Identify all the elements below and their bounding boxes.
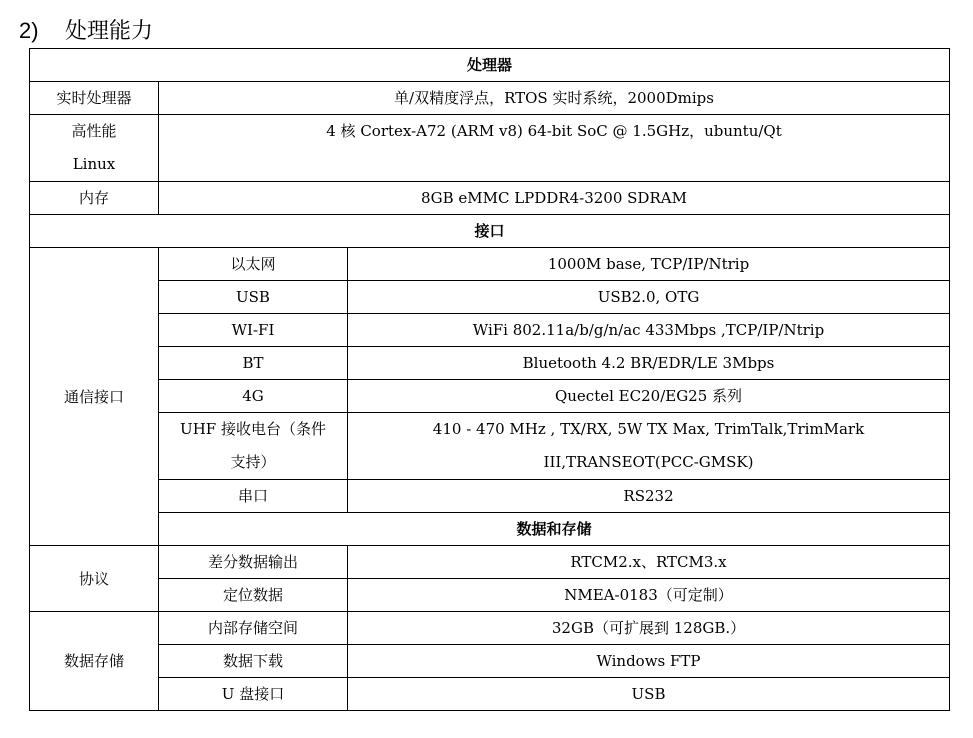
- row-label: 定位数据: [159, 579, 348, 612]
- table-row: [30, 248, 950, 281]
- row-label: BT: [159, 347, 348, 380]
- group-label: 协议: [30, 546, 159, 612]
- row-value-line: 410 - 470 MHz , TX/RX, 5W TX Max, TrimTalk,TrimMark: [432, 420, 865, 438]
- table-row: [30, 645, 950, 678]
- row-label: 内存: [30, 182, 159, 215]
- row-label-line: 支持）: [230, 453, 276, 471]
- table-row: [30, 347, 950, 380]
- table-row: [30, 281, 950, 314]
- row-label-line: 高性能: [71, 122, 117, 140]
- table-row: [30, 413, 950, 480]
- table-row: [30, 82, 950, 115]
- section-header-processor: 处理器: [30, 49, 950, 82]
- row-label-line: UHF 接收电台（条件: [180, 420, 326, 438]
- table-row: [30, 612, 950, 645]
- row-value: NMEA-0183（可定制）: [348, 579, 950, 612]
- table-row: [30, 380, 950, 413]
- row-label: 数据下载: [159, 645, 348, 678]
- row-label: 串口: [159, 480, 348, 513]
- group-label: 数据存储: [30, 612, 159, 711]
- row-value: [348, 413, 950, 480]
- section-title: 处理能力: [65, 18, 154, 43]
- row-label: WI-FI: [159, 314, 348, 347]
- table-row: [30, 215, 950, 248]
- row-label: 差分数据输出: [159, 546, 348, 579]
- row-value: 单/双精度浮点，RTOS 实时系统，2000Dmips: [159, 82, 950, 115]
- row-label: 实时处理器: [30, 82, 159, 115]
- row-label: [30, 115, 159, 182]
- row-value: 1000M base, TCP/IP/Ntrip: [348, 248, 950, 281]
- section-number: 2): [19, 18, 39, 43]
- table-row: [30, 480, 950, 513]
- row-value: 32GB（可扩展到 128GB.）: [348, 612, 950, 645]
- row-value: RS232: [348, 480, 950, 513]
- table-row: [30, 513, 950, 546]
- group-label: 通信接口: [30, 248, 159, 546]
- section-header-interface: 接口: [30, 215, 950, 248]
- row-value: Quectel EC20/EG25 系列: [348, 380, 950, 413]
- row-value: Windows FTP: [348, 645, 950, 678]
- row-label-line: Linux: [72, 155, 116, 173]
- row-value: Bluetooth 4.2 BR/EDR/LE 3Mbps: [348, 347, 950, 380]
- table-row: [30, 49, 950, 82]
- row-label: U 盘接口: [159, 678, 348, 711]
- row-label: [159, 413, 348, 480]
- table-row: [30, 546, 950, 579]
- row-value-line: III,TRANSEOT(PCC-GMSK): [543, 453, 754, 471]
- row-label: 4G: [159, 380, 348, 413]
- table-row: [30, 579, 950, 612]
- section-header-storage: 数据和存储: [159, 513, 950, 546]
- row-value: RTCM2.x、RTCM3.x: [348, 546, 950, 579]
- row-value: 4 核 Cortex-A72 (ARM v8) 64-bit SoC @ 1.5GHz，ubuntu/Qt: [159, 115, 950, 182]
- table-row: [30, 115, 950, 182]
- row-value: USB: [348, 678, 950, 711]
- row-value: WiFi 802.11a/b/g/n/ac 433Mbps ,TCP/IP/Ntrip: [348, 314, 950, 347]
- row-label: USB: [159, 281, 348, 314]
- row-label: 内部存储空间: [159, 612, 348, 645]
- row-label: 以太网: [159, 248, 348, 281]
- table-row: [30, 182, 950, 215]
- table-row: [30, 314, 950, 347]
- row-value: 8GB eMMC LPDDR4-3200 SDRAM: [159, 182, 950, 215]
- row-value: USB2.0, OTG: [348, 281, 950, 314]
- table-row: [30, 678, 950, 711]
- spec-table: [29, 48, 950, 711]
- section-heading: [19, 16, 153, 46]
